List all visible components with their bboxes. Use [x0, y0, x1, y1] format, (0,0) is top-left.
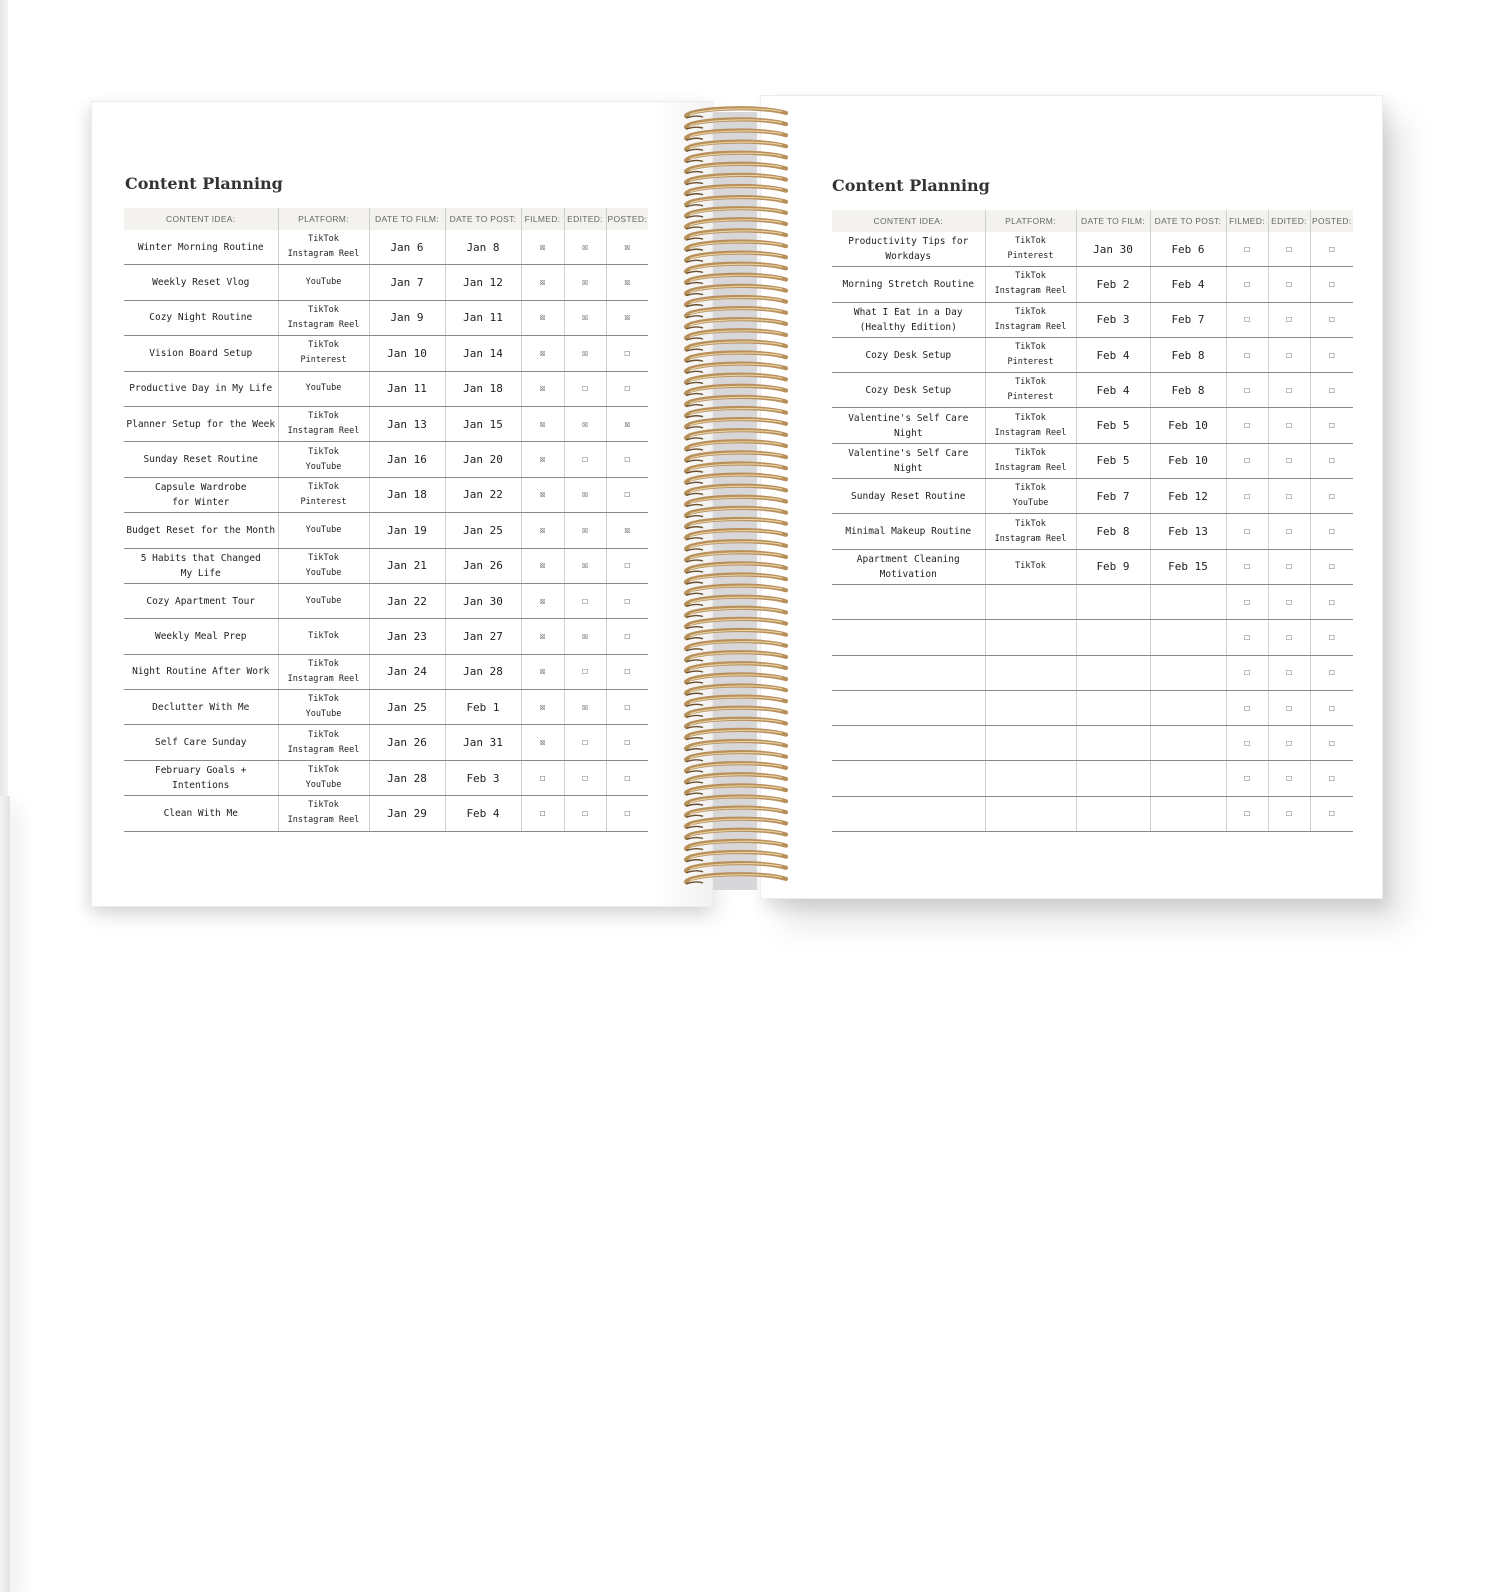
posted-checkbox[interactable]: ☐ — [1310, 232, 1353, 267]
spiral-coil-shadow — [686, 116, 703, 118]
spiral-coil-shadow — [686, 871, 703, 873]
posted-checkbox[interactable]: ☒ — [606, 265, 648, 300]
film-cell: Jan 30 — [1076, 232, 1150, 267]
spiral-coil-shadow — [686, 527, 703, 529]
column-header: EDITED: — [564, 208, 606, 230]
idea-cell: Valentine's Self Care Night — [832, 408, 985, 443]
posted-checkbox[interactable]: ☐ — [1310, 761, 1353, 796]
spiral-coil-shadow — [686, 838, 703, 840]
spiral-coil-shadow — [686, 471, 703, 473]
film-cell: Jan 16 — [369, 442, 445, 477]
edited-checkbox[interactable]: ☐ — [564, 654, 606, 689]
platform-cell: YouTube — [278, 583, 369, 618]
idea-cell: Weekly Meal Prep — [124, 619, 278, 654]
platform-cell: TikTok Instagram Reel — [985, 443, 1076, 478]
spiral-coil-shadow — [686, 715, 703, 717]
platform-cell: TikTok YouTube — [278, 690, 369, 725]
filmed-checkbox[interactable]: ☐ — [1226, 408, 1268, 443]
post-cell: Jan 28 — [445, 654, 521, 689]
film-cell: Jan 13 — [369, 406, 445, 441]
spiral-coil-shadow — [686, 649, 703, 651]
posted-checkbox[interactable]: ☐ — [1310, 479, 1353, 514]
idea-cell: Declutter With Me — [124, 690, 278, 725]
idea-cell: Cozy Apartment Tour — [124, 583, 278, 618]
film-cell: Jan 28 — [369, 760, 445, 795]
edited-checkbox[interactable]: ☐ — [564, 371, 606, 406]
idea-cell: Weekly Reset Vlog — [124, 265, 278, 300]
spiral-coil-shadow — [686, 815, 703, 817]
spiral-coil-shadow — [686, 860, 703, 862]
idea-cell: Cozy Desk Setup — [832, 373, 985, 408]
edited-checkbox[interactable]: ☐ — [1268, 337, 1310, 372]
idea-cell: 5 Habits that Changed My Life — [124, 548, 278, 583]
spiral-coil-shadow — [686, 127, 703, 129]
idea-cell: Productivity Tips for Workdays — [832, 232, 985, 267]
post-cell: Feb 3 — [445, 760, 521, 795]
platform-cell: TikTok Instagram Reel — [278, 796, 369, 831]
edited-checkbox[interactable]: ☐ — [1268, 302, 1310, 337]
post-cell: Jan 31 — [445, 725, 521, 760]
column-header: DATE TO POST: — [1150, 210, 1226, 232]
spiral-coil-shadow — [686, 427, 703, 429]
posted-checkbox[interactable]: ☐ — [606, 725, 648, 760]
idea-cell: Winter Morning Routine — [124, 230, 278, 265]
post-cell: Jan 18 — [445, 371, 521, 406]
filmed-checkbox[interactable]: ☐ — [1226, 620, 1268, 655]
platform-cell: TikTok Pinterest — [985, 337, 1076, 372]
spiral-coil-shadow — [686, 738, 703, 740]
spiral-coil-shadow — [686, 516, 703, 518]
posted-checkbox[interactable]: ☐ — [1310, 267, 1353, 302]
column-header: CONTENT IDEA: — [832, 210, 985, 232]
column-header: FILMED: — [1226, 210, 1268, 232]
spiral-coil-shadow — [686, 405, 703, 407]
spiral-coil-shadow — [686, 316, 703, 318]
filmed-checkbox[interactable]: ☐ — [1226, 726, 1268, 761]
platform-cell: TikTok Instagram Reel — [985, 267, 1076, 302]
posted-checkbox[interactable]: ☐ — [606, 796, 648, 831]
edited-checkbox[interactable]: ☐ — [564, 725, 606, 760]
post-cell: Feb 15 — [1150, 549, 1226, 584]
page-title: Content Planning — [832, 176, 990, 195]
spiral-coil-shadow — [686, 338, 703, 340]
idea-cell: Planner Setup for the Week — [124, 406, 278, 441]
spiral-coil-shadow — [686, 172, 703, 174]
film-cell: Jan 23 — [369, 619, 445, 654]
film-cell: Feb 5 — [1076, 408, 1150, 443]
platform-cell: TikTok YouTube — [278, 760, 369, 795]
platform-cell: TikTok Instagram Reel — [985, 302, 1076, 337]
platform-cell: TikTok Pinterest — [985, 232, 1076, 267]
spiral-coil-shadow — [686, 760, 703, 762]
edited-checkbox[interactable]: ☒ — [564, 300, 606, 335]
filmed-checkbox[interactable]: ☐ — [1226, 549, 1268, 584]
edited-checkbox[interactable]: ☒ — [564, 336, 606, 371]
edited-checkbox[interactable]: ☐ — [1268, 232, 1310, 267]
column-header: DATE TO POST: — [445, 208, 521, 230]
film-cell: Feb 7 — [1076, 479, 1150, 514]
filmed-checkbox[interactable]: ☒ — [521, 654, 564, 689]
column-header: EDITED: — [1268, 210, 1310, 232]
filmed-checkbox[interactable]: ☐ — [1226, 337, 1268, 372]
spiral-coil-shadow — [686, 826, 703, 828]
spiral-coil-shadow — [686, 793, 703, 795]
posted-checkbox[interactable]: ☐ — [1310, 408, 1353, 443]
platform-cell: TikTok YouTube — [985, 479, 1076, 514]
posted-checkbox[interactable]: ☐ — [1310, 373, 1353, 408]
idea-cell: Sunday Reset Routine — [124, 442, 278, 477]
idea-cell: Apartment Cleaning Motivation — [832, 549, 985, 584]
spiral-coil-shadow — [686, 727, 703, 729]
edited-checkbox[interactable]: ☒ — [564, 406, 606, 441]
edited-checkbox[interactable]: ☐ — [1268, 408, 1310, 443]
idea-cell: Sunday Reset Routine — [832, 479, 985, 514]
spiral-coil-shadow — [686, 627, 703, 629]
filmed-checkbox[interactable]: ☒ — [521, 300, 564, 335]
post-cell: Feb 8 — [1150, 373, 1226, 408]
idea-cell: Vision Board Setup — [124, 336, 278, 371]
idea-cell: Cozy Desk Setup — [832, 337, 985, 372]
filmed-checkbox[interactable]: ☐ — [1226, 514, 1268, 549]
spiral-coil-shadow — [686, 216, 703, 218]
film-cell: Jan 11 — [369, 371, 445, 406]
film-cell: Jan 21 — [369, 548, 445, 583]
filmed-checkbox[interactable]: ☒ — [521, 371, 564, 406]
spiral-coil-shadow — [686, 493, 703, 495]
idea-cell: Cozy Night Routine — [124, 300, 278, 335]
spiral-coil-shadow — [686, 849, 703, 851]
posted-checkbox[interactable]: ☐ — [1310, 302, 1353, 337]
spiral-coil-shadow — [686, 371, 703, 373]
spiral-coil-shadow — [686, 482, 703, 484]
post-cell: Feb 4 — [445, 796, 521, 831]
edited-checkbox[interactable]: ☒ — [564, 513, 606, 548]
edited-checkbox[interactable]: ☐ — [1268, 373, 1310, 408]
spiral-coil-shadow — [686, 438, 703, 440]
platform-cell: TikTok Instagram Reel — [278, 300, 369, 335]
spiral-coil-shadow — [686, 571, 703, 573]
spiral-coil-shadow — [686, 149, 703, 151]
film-cell: Jan 29 — [369, 796, 445, 831]
spiral-coil-shadow — [686, 616, 703, 618]
edited-checkbox[interactable]: ☒ — [564, 619, 606, 654]
film-cell: Feb 4 — [1076, 373, 1150, 408]
film-cell: Jan 25 — [369, 690, 445, 725]
film-cell: Jan 9 — [369, 300, 445, 335]
posted-checkbox[interactable]: ☐ — [606, 619, 648, 654]
posted-checkbox[interactable]: ☐ — [606, 477, 648, 512]
spiral-coil-shadow — [686, 505, 703, 507]
spiral-coil-shadow — [686, 804, 703, 806]
filmed-checkbox[interactable]: ☐ — [1226, 373, 1268, 408]
posted-checkbox[interactable]: ☒ — [606, 230, 648, 265]
posted-checkbox[interactable]: ☐ — [1310, 796, 1353, 831]
column-header: DATE TO FILM: — [1076, 210, 1150, 232]
filmed-checkbox[interactable]: ☒ — [521, 477, 564, 512]
filmed-checkbox[interactable]: ☐ — [1226, 267, 1268, 302]
post-cell: Jan 22 — [445, 477, 521, 512]
spiral-coil-shadow — [686, 283, 703, 285]
idea-cell: Capsule Wardrobe for Winter — [124, 477, 278, 512]
spiral-coil-shadow — [686, 138, 703, 140]
column-header: DATE TO FILM: — [369, 208, 445, 230]
idea-cell: Valentine's Self Care Night — [832, 443, 985, 478]
spiral-coil-shadow — [686, 693, 703, 695]
spiral-coil-shadow — [686, 560, 703, 562]
filmed-checkbox[interactable]: ☐ — [1226, 479, 1268, 514]
edited-checkbox[interactable]: ☐ — [1268, 479, 1310, 514]
spiral-coil-shadow — [686, 205, 703, 207]
posted-checkbox[interactable]: ☒ — [606, 300, 648, 335]
spiral-coil-shadow — [686, 160, 703, 162]
post-cell: Feb 1 — [445, 690, 521, 725]
post-cell: Feb 10 — [1150, 408, 1226, 443]
column-header: CONTENT IDEA: — [124, 208, 278, 230]
edited-checkbox[interactable]: ☐ — [1268, 761, 1310, 796]
spiral-coil-shadow — [686, 260, 703, 262]
filmed-checkbox[interactable]: ☐ — [521, 760, 564, 795]
edited-checkbox[interactable]: ☐ — [1268, 549, 1310, 584]
idea-cell: Clean With Me — [124, 796, 278, 831]
post-cell: Jan 20 — [445, 442, 521, 477]
platform-cell: TikTok Pinterest — [278, 336, 369, 371]
edited-checkbox[interactable]: ☐ — [1268, 655, 1310, 690]
posted-checkbox[interactable]: ☐ — [606, 654, 648, 689]
edited-checkbox[interactable]: ☒ — [564, 230, 606, 265]
film-cell: Jan 26 — [369, 725, 445, 760]
posted-checkbox[interactable]: ☒ — [606, 513, 648, 548]
spiral-coil-shadow — [686, 183, 703, 185]
posted-checkbox[interactable]: ☐ — [1310, 655, 1353, 690]
spiral-coil-shadow — [686, 549, 703, 551]
filmed-checkbox[interactable]: ☐ — [1226, 232, 1268, 267]
idea-cell: Night Routine After Work — [124, 654, 278, 689]
spiral-coil-shadow — [686, 671, 703, 673]
filmed-checkbox[interactable]: ☒ — [521, 265, 564, 300]
spiral-coil-shadow — [686, 460, 703, 462]
column-header: PLATFORM: — [278, 208, 369, 230]
edited-checkbox[interactable]: ☐ — [564, 796, 606, 831]
spiral-coil-shadow — [686, 593, 703, 595]
filmed-checkbox[interactable]: ☐ — [1226, 690, 1268, 725]
film-cell: Feb 3 — [1076, 302, 1150, 337]
filmed-checkbox[interactable]: ☒ — [521, 690, 564, 725]
filmed-checkbox[interactable]: ☒ — [521, 513, 564, 548]
post-cell: Jan 27 — [445, 619, 521, 654]
spiral-coil-shadow — [686, 327, 703, 329]
edited-checkbox[interactable]: ☐ — [1268, 514, 1310, 549]
spiral-coil-shadow — [686, 249, 703, 251]
posted-checkbox[interactable]: ☐ — [1310, 690, 1353, 725]
spiral-coil-shadow — [686, 294, 703, 296]
edited-checkbox[interactable]: ☒ — [564, 690, 606, 725]
spiral-coil-shadow — [686, 782, 703, 784]
edited-checkbox[interactable]: ☐ — [1268, 726, 1310, 761]
film-cell: Jan 10 — [369, 336, 445, 371]
spiral-coil-shadow — [686, 660, 703, 662]
filmed-checkbox[interactable]: ☐ — [521, 796, 564, 831]
post-cell: Jan 12 — [445, 265, 521, 300]
edited-checkbox[interactable]: ☐ — [1268, 690, 1310, 725]
column-header: POSTED: — [1310, 210, 1353, 232]
platform-cell: TikTok — [278, 619, 369, 654]
filmed-checkbox[interactable]: ☒ — [521, 336, 564, 371]
spiral-coil-shadow — [686, 449, 703, 451]
filmed-checkbox[interactable]: ☒ — [521, 406, 564, 441]
idea-cell: Minimal Makeup Routine — [832, 514, 985, 549]
idea-cell: Budget Reset for the Month — [124, 513, 278, 548]
post-cell: Feb 13 — [1150, 514, 1226, 549]
edited-checkbox[interactable]: ☐ — [1268, 584, 1310, 619]
post-cell: Jan 11 — [445, 300, 521, 335]
post-cell: Jan 26 — [445, 548, 521, 583]
posted-checkbox[interactable]: ☐ — [606, 760, 648, 795]
film-cell: Feb 2 — [1076, 267, 1150, 302]
post-cell: Jan 30 — [445, 583, 521, 618]
filmed-checkbox[interactable]: ☐ — [1226, 584, 1268, 619]
post-cell: Feb 7 — [1150, 302, 1226, 337]
edited-checkbox[interactable]: ☐ — [1268, 796, 1310, 831]
film-cell: Feb 9 — [1076, 549, 1150, 584]
post-cell: Jan 25 — [445, 513, 521, 548]
spiral-coil-shadow — [686, 682, 703, 684]
posted-checkbox[interactable]: ☐ — [1310, 620, 1353, 655]
post-cell: Feb 8 — [1150, 337, 1226, 372]
posted-checkbox[interactable]: ☐ — [1310, 584, 1353, 619]
post-cell: Jan 8 — [445, 230, 521, 265]
platform-cell: TikTok YouTube — [278, 442, 369, 477]
post-cell: Feb 10 — [1150, 443, 1226, 478]
edited-checkbox[interactable]: ☐ — [1268, 267, 1310, 302]
filmed-checkbox[interactable]: ☐ — [1226, 761, 1268, 796]
filmed-checkbox[interactable]: ☐ — [1226, 796, 1268, 831]
edited-checkbox[interactable]: ☐ — [1268, 443, 1310, 478]
posted-checkbox[interactable]: ☒ — [606, 406, 648, 441]
idea-cell: Productive Day in My Life — [124, 371, 278, 406]
filmed-checkbox[interactable]: ☐ — [1226, 655, 1268, 690]
platform-cell: YouTube — [278, 371, 369, 406]
post-cell: Feb 12 — [1150, 479, 1226, 514]
film-cell: Feb 4 — [1076, 337, 1150, 372]
spiral-coil-shadow — [686, 194, 703, 196]
posted-checkbox[interactable]: ☐ — [606, 548, 648, 583]
posted-checkbox[interactable]: ☐ — [606, 442, 648, 477]
film-cell: Jan 19 — [369, 513, 445, 548]
edited-checkbox[interactable]: ☐ — [564, 760, 606, 795]
posted-checkbox[interactable]: ☐ — [606, 371, 648, 406]
post-cell: Feb 4 — [1150, 267, 1226, 302]
posted-checkbox[interactable]: ☐ — [1310, 514, 1353, 549]
spiral-coil-shadow — [686, 416, 703, 418]
edited-checkbox[interactable]: ☐ — [1268, 620, 1310, 655]
posted-checkbox[interactable]: ☐ — [606, 336, 648, 371]
platform-cell: TikTok — [985, 549, 1076, 584]
film-cell: Jan 7 — [369, 265, 445, 300]
idea-cell: What I Eat in a Day (Healthy Edition) — [832, 302, 985, 337]
platform-cell: TikTok Pinterest — [278, 477, 369, 512]
spiral-coil-shadow — [686, 538, 703, 540]
platform-cell: TikTok YouTube — [278, 548, 369, 583]
spiral-coil-shadow — [686, 305, 703, 307]
spiral-coil-shadow — [686, 771, 703, 773]
film-cell: Jan 6 — [369, 230, 445, 265]
page-title: Content Planning — [125, 174, 283, 193]
posted-checkbox[interactable]: ☐ — [606, 690, 648, 725]
post-cell: Feb 6 — [1150, 232, 1226, 267]
filmed-checkbox[interactable]: ☒ — [521, 548, 564, 583]
posted-checkbox[interactable]: ☐ — [1310, 549, 1353, 584]
filmed-checkbox[interactable]: ☐ — [1226, 443, 1268, 478]
post-cell: Jan 15 — [445, 406, 521, 441]
column-header: POSTED: — [606, 208, 648, 230]
edited-checkbox[interactable]: ☒ — [564, 265, 606, 300]
platform-cell: TikTok Instagram Reel — [278, 230, 369, 265]
column-header: FILMED: — [521, 208, 564, 230]
film-cell: Jan 22 — [369, 583, 445, 618]
spiral-coil-shadow — [686, 227, 703, 229]
post-cell: Jan 14 — [445, 336, 521, 371]
platform-cell: YouTube — [278, 513, 369, 548]
platform-cell: TikTok Instagram Reel — [278, 654, 369, 689]
spiral-coil-shadow — [686, 604, 703, 606]
film-cell: Jan 18 — [369, 477, 445, 512]
spiral-coil-shadow — [686, 349, 703, 351]
spiral-coil-shadow — [686, 238, 703, 240]
posted-checkbox[interactable]: ☐ — [1310, 337, 1353, 372]
column-header: PLATFORM: — [985, 210, 1076, 232]
filmed-checkbox[interactable]: ☒ — [521, 230, 564, 265]
spiral-coil-shadow — [686, 582, 703, 584]
spiral-coil-shadow — [686, 271, 703, 273]
filmed-checkbox[interactable]: ☒ — [521, 583, 564, 618]
spiral-coil-shadow — [686, 749, 703, 751]
filmed-checkbox[interactable]: ☐ — [1226, 302, 1268, 337]
idea-cell: February Goals + Intentions — [124, 760, 278, 795]
posted-checkbox[interactable]: ☐ — [606, 583, 648, 618]
filmed-checkbox[interactable]: ☒ — [521, 442, 564, 477]
platform-cell: YouTube — [278, 265, 369, 300]
edited-checkbox[interactable]: ☐ — [564, 583, 606, 618]
posted-checkbox[interactable]: ☐ — [1310, 726, 1353, 761]
platform-cell: TikTok Instagram Reel — [985, 408, 1076, 443]
spiral-coil-shadow — [686, 882, 703, 884]
platform-cell: TikTok Instagram Reel — [278, 725, 369, 760]
edited-checkbox[interactable]: ☐ — [564, 442, 606, 477]
idea-cell: Self Care Sunday — [124, 725, 278, 760]
filmed-checkbox[interactable]: ☒ — [521, 725, 564, 760]
edited-checkbox[interactable]: ☒ — [564, 548, 606, 583]
spiral-coil-shadow — [686, 382, 703, 384]
spiral-coil-shadow — [686, 704, 703, 706]
filmed-checkbox[interactable]: ☒ — [521, 619, 564, 654]
spiral-coil-shadow — [686, 638, 703, 640]
posted-checkbox[interactable]: ☐ — [1310, 443, 1353, 478]
platform-cell: TikTok Instagram Reel — [278, 406, 369, 441]
platform-cell: TikTok Instagram Reel — [985, 514, 1076, 549]
film-cell: Feb 8 — [1076, 514, 1150, 549]
spiral-coil-shadow — [686, 360, 703, 362]
film-cell: Jan 24 — [369, 654, 445, 689]
platform-cell: TikTok Pinterest — [985, 373, 1076, 408]
edited-checkbox[interactable]: ☒ — [564, 477, 606, 512]
film-cell: Feb 5 — [1076, 443, 1150, 478]
idea-cell: Morning Stretch Routine — [832, 267, 985, 302]
spiral-coil-shadow — [686, 394, 703, 396]
